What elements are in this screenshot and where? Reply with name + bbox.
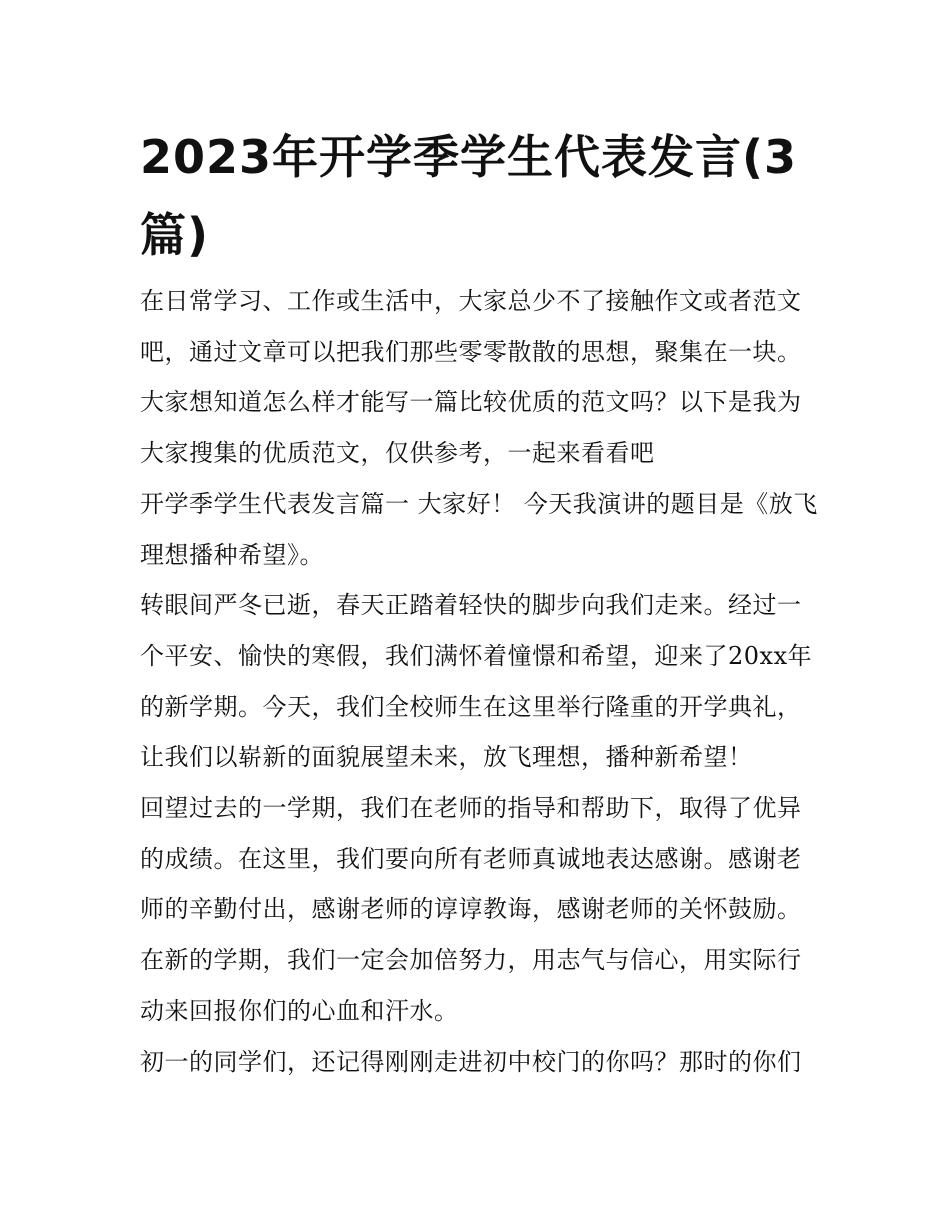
paragraph: 在日常学习、工作或生活中，大家总少不了接触作文或者范文吧，通过文章可以把我们那些零零散散的思想，聚集在一块。大家想知道怎么样才能写一篇比较优质的范文吗？以下是我为大家搜集的优质范文，仅供参考，一起来看看吧 [140,287,802,468]
paragraph: 回望过去的一学期，我们在老师的指导和帮助下，取得了优异的成绩。在这里，我们要向所有老师真诚地表达感谢。感谢老师的辛勤付出，感谢老师的谆谆教诲，感谢老师的关怀鼓励。在新的学期，我们一定会加倍努力，用志气与信心，用实际行动来回报你们的心血和汗水。 [140,794,802,1025]
paragraph: 转眼间严冬已逝，春天正踏着轻快的脚步向我们走来。经过一个平安、愉快的寒假，我们满怀着憧憬和希望，迎来了20xx年的新学期。今天，我们全校师生在这里举行隆重的开学典礼，让我们以崭新的面貌展望未来，放飞理想，播种新希望！ [140,591,813,772]
document-body [140,276,820,1087]
paragraph: 开学季学生代表发言篇一 大家好！ 今天我演讲的题目是《放飞理想播种希望》。 [140,489,818,569]
paragraph: 初一的同学们，还记得刚刚走进初中校门的你吗？那时的你们 [140,1047,802,1076]
document-title: 2023年开学季学生代表发言(3篇) [140,130,798,262]
